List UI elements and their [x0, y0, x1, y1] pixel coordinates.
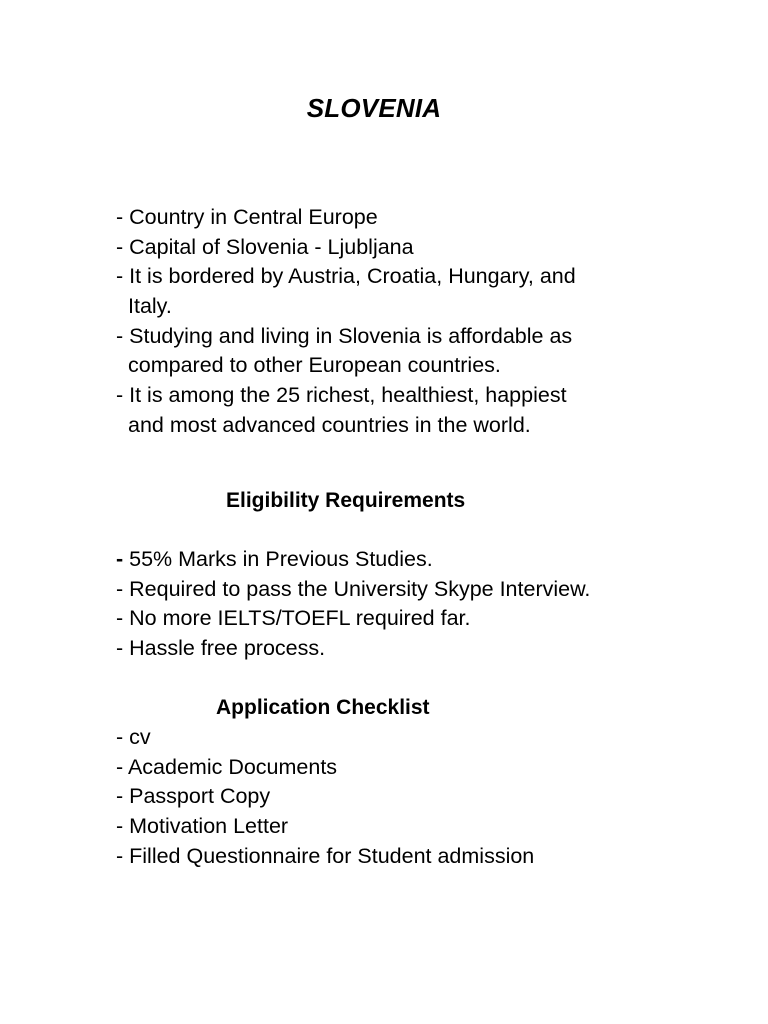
checklist-item: - Filled Questionnaire for Student admission — [116, 843, 535, 868]
about-line-continuation: and most advanced countries in the world. — [128, 412, 531, 437]
about-line-continuation: Italy. — [128, 294, 172, 319]
page-title: SLOVENIA — [306, 93, 442, 123]
eligibility-item: - Required to pass the University Skype Interview. — [116, 576, 591, 601]
about-list — [116, 203, 676, 441]
checklist-item: - Motivation Letter — [116, 814, 289, 839]
eligibility-item-text: 55% Marks in Previous Studies. — [123, 547, 433, 571]
about-line: - Country in Central Europe — [116, 205, 378, 229]
eligibility-heading: Eligibility Requirements — [226, 489, 466, 512]
about-line: - Studying and living in Slovenia is affordable as — [116, 323, 573, 348]
about-line-continuation: compared to other European countries. — [128, 353, 501, 378]
checklist-heading: Application Checklist — [216, 696, 430, 719]
about-line: - It is bordered by Austria, Croatia, Hungary, and — [116, 264, 576, 289]
checklist-item: - Passport Copy — [116, 784, 271, 809]
checklist-item: - Academic Documents — [116, 754, 338, 779]
about-line: - It is among the 25 richest, healthiest, happiest — [116, 383, 567, 408]
checklist-item: - cv — [116, 725, 151, 749]
eligibility-item: - Hassle free process. — [116, 636, 326, 661]
eligibility-item — [116, 545, 676, 575]
eligibility-list — [116, 545, 676, 664]
eligibility-item-dash: - — [116, 547, 124, 571]
about-line: - Capital of Slovenia - Ljubljana — [116, 234, 414, 259]
eligibility-item: - No more IELTS/TOEFL required far. — [116, 606, 471, 631]
checklist-list — [116, 723, 676, 871]
